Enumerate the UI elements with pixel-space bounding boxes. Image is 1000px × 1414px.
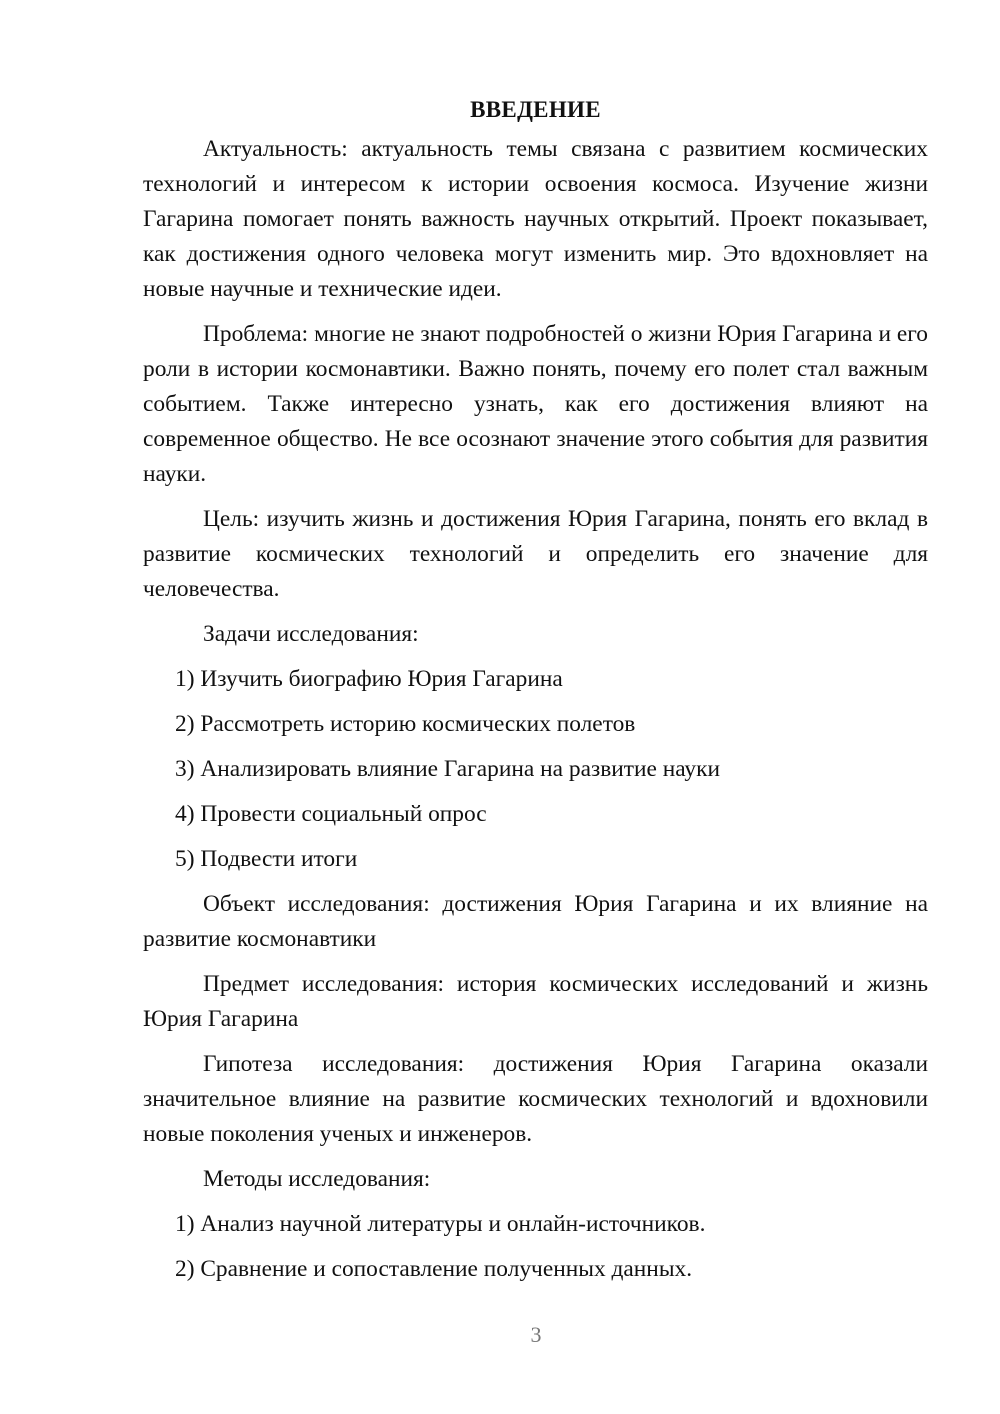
task-item: 2) Рассмотреть историю космических полетов [175,711,636,737]
tasks-list [143,662,928,877]
page-number: 3 [530,1322,542,1347]
task-item: 5) Подвести итоги [175,846,358,872]
tasks-label: Задачи исследования: [203,621,419,647]
problem-paragraph: Проблема: многие не знают подробностей о жизни Юрия Гагарина и его роли в истории космонавтики. Важно понять, почему его полет стал важным событием. Также интересно узнать, как его достижения влияют на современное общество. Не все осознают значение этого события для развития науки. [143,321,928,487]
document-page [143,92,928,1297]
relevance-paragraph: Актуальность: актуальность темы связана с развитием космических технологий и интересом к истории освоения космоса. Изучение жизни Гагарина помогает понять важность научных открытий. Проект показывает, как достижения одного человека могут изменить мир. Это вдохновляет на новые научные и технические идеи. [143,136,928,302]
methods-list [143,1207,928,1287]
task-item: 4) Провести социальный опрос [175,801,487,827]
method-item: 2) Сравнение и сопоставление полученных данных. [175,1256,693,1282]
hypothesis-paragraph: Гипотеза исследования: достижения Юрия Гагарина оказали значительное влияние на развитие космических технологий и вдохновили новые поколения ученых и инженеров. [143,1051,928,1147]
methods-label: Методы исследования: [203,1166,431,1192]
method-item: 1) Анализ научной литературы и онлайн-источников. [175,1211,706,1237]
task-item: 3) Анализировать влияние Гагарина на развитие науки [175,756,721,782]
goal-paragraph: Цель: изучить жизнь и достижения Юрия Гагарина, понять его вклад в развитие космических технологий и определить его значение для человечества. [143,506,928,602]
section-heading: ВВЕДЕНИЕ [470,97,601,122]
object-paragraph: Объект исследования: достижения Юрия Гагарина и их влияние на развитие космонавтики [143,891,928,952]
subject-paragraph: Предмет исследования: история космических исследований и жизнь Юрия Гагарина [143,971,928,1032]
task-item: 1) Изучить биографию Юрия Гагарина [175,666,563,692]
